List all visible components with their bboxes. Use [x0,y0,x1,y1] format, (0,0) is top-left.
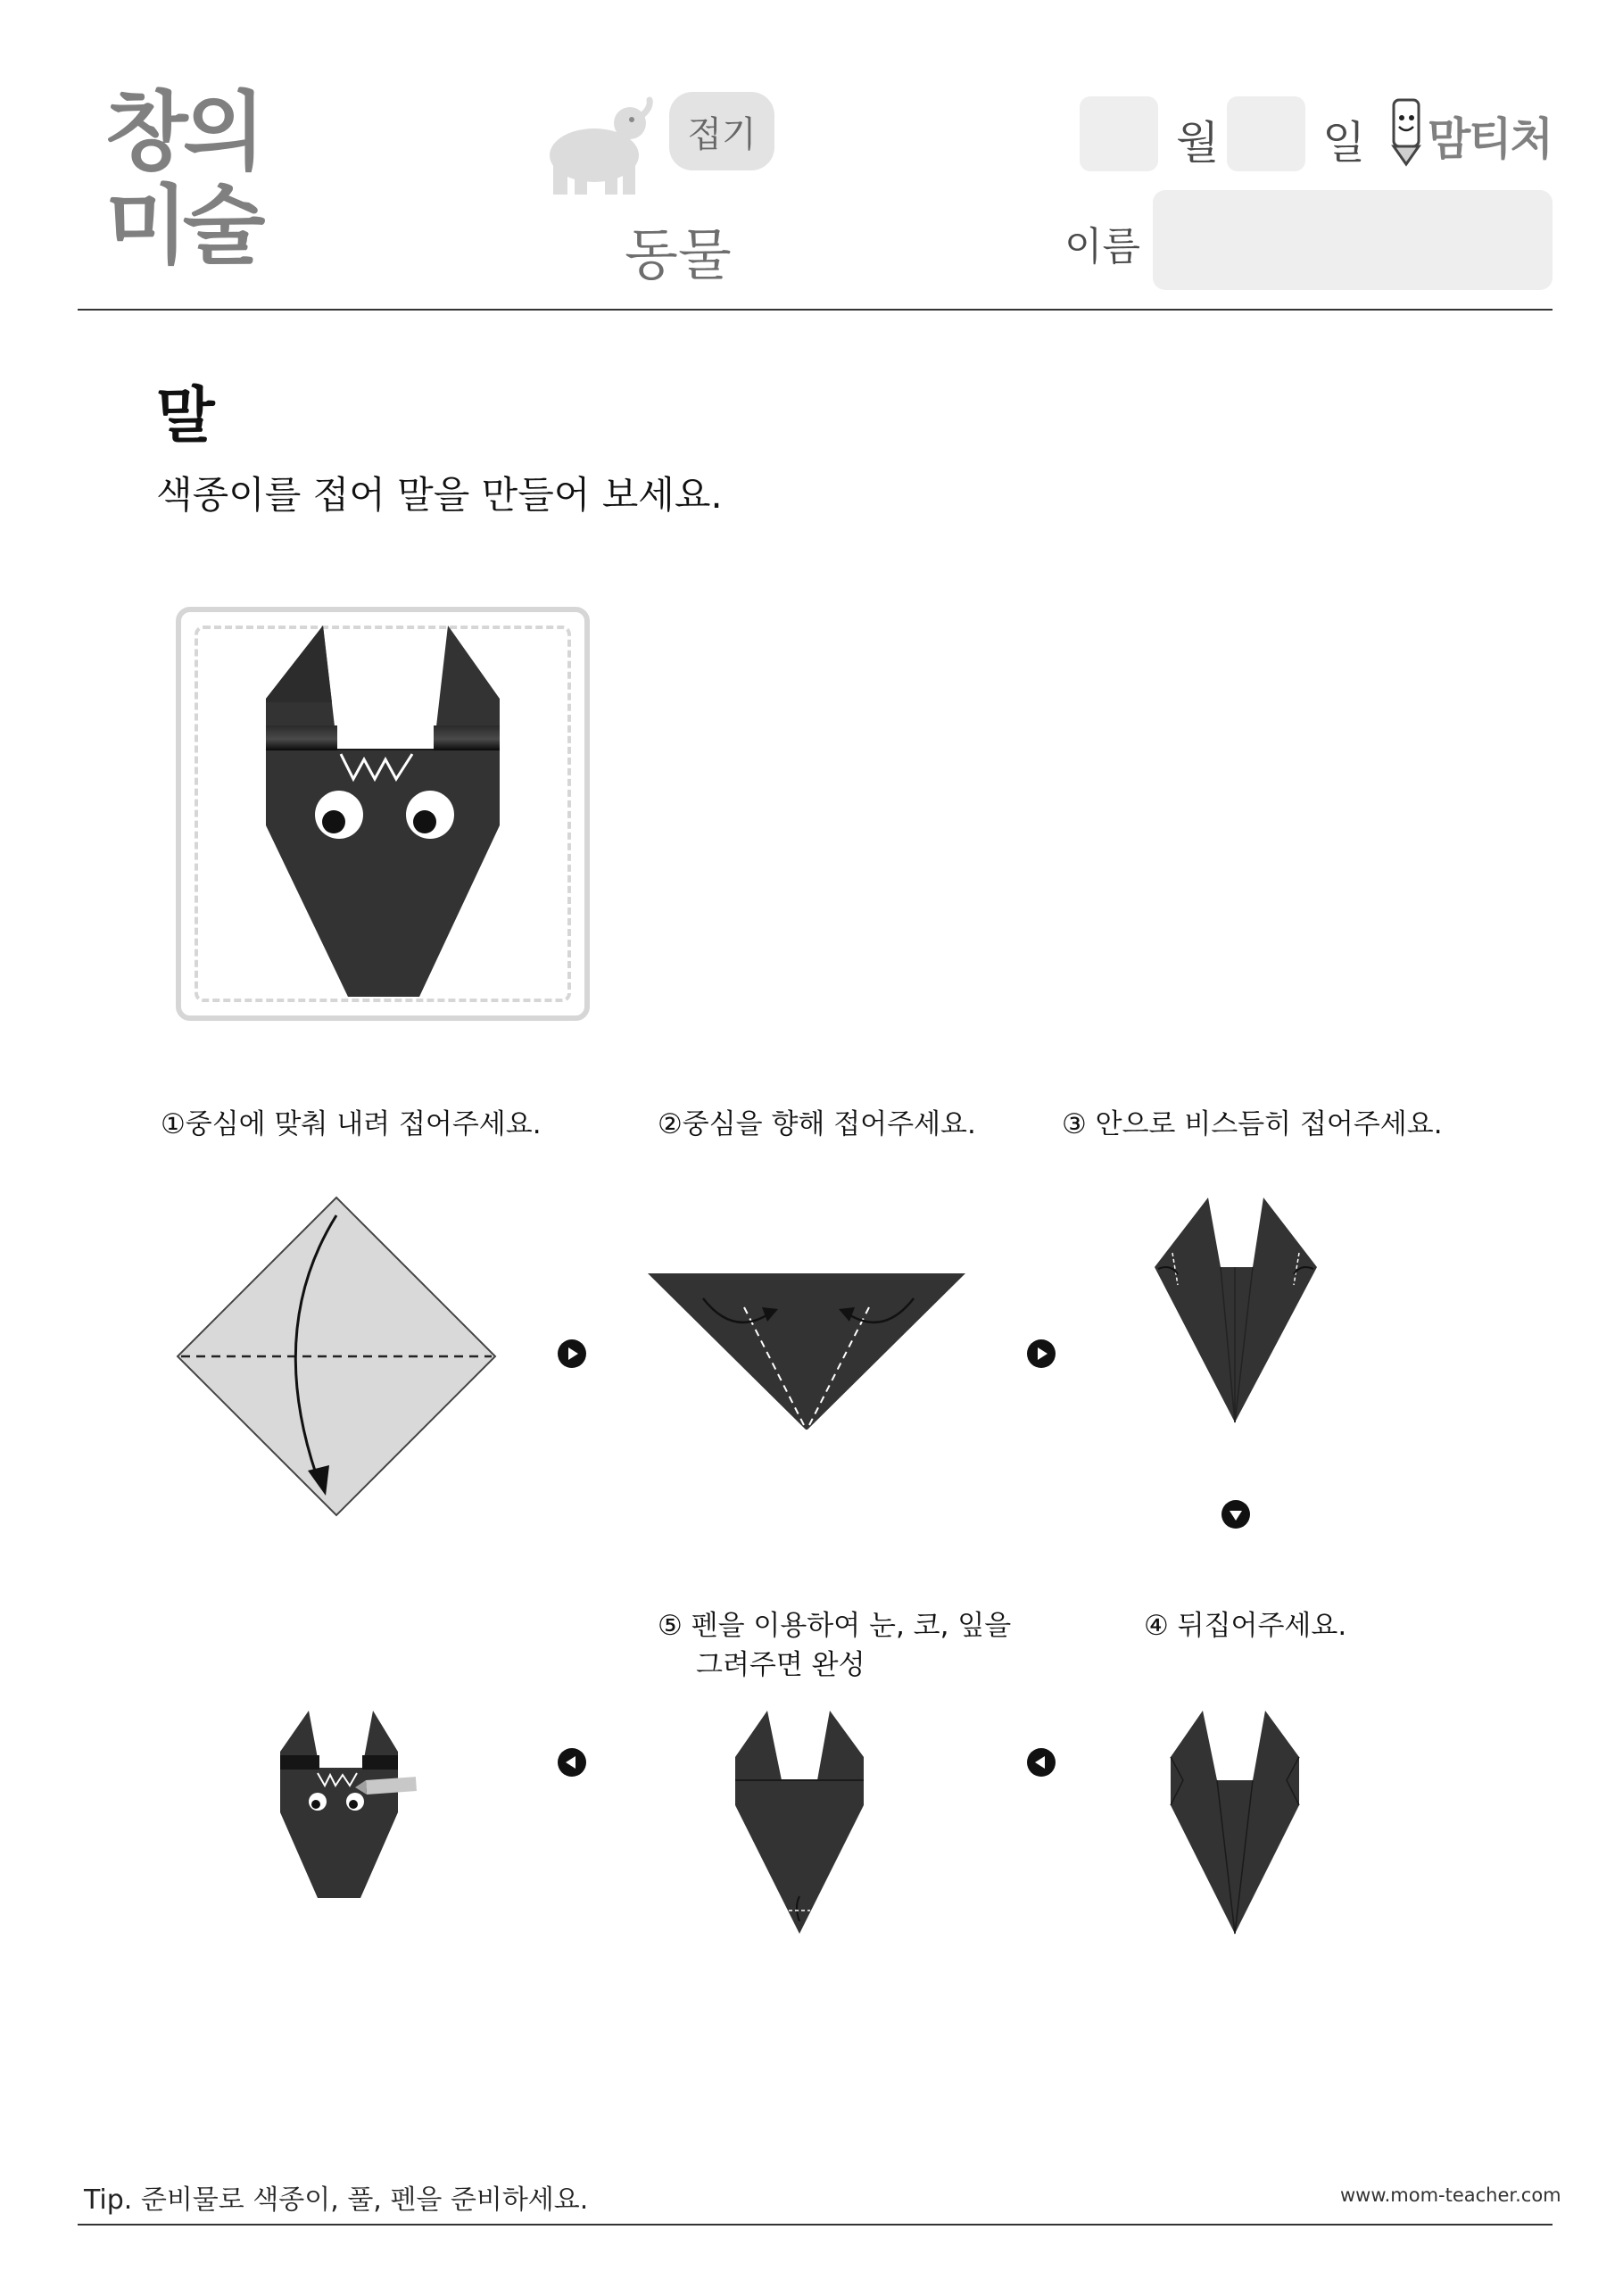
tip-text: Tip. 준비물로 색종이, 풀, 펜을 준비하세요. [84,2184,589,2216]
footer-divider [78,2224,1553,2226]
name-input[interactable] [1153,190,1553,290]
day-label: 일 [1322,117,1366,169]
category-label: 동물 [625,222,732,287]
arrow-down-icon [1221,1499,1251,1529]
arrow-left-icon [1026,1747,1056,1778]
day-input[interactable] [1227,96,1305,171]
elephant-icon [546,105,653,198]
step-3-label: ③ 안으로 비스듬히 접어주세요. [1062,1108,1443,1140]
month-input[interactable] [1080,96,1158,171]
website-link[interactable]: www.mom-teacher.com [1340,2184,1561,2206]
step-3-diagram [1153,1196,1319,1424]
step-2-diagram [648,1272,965,1432]
step-1-diagram [176,1196,497,1517]
header-divider [78,309,1553,311]
arrow-right-icon [1026,1339,1056,1369]
page-subtitle: 색종이를 접어 말을 만들어 보세요. [156,473,723,517]
brand-logo: 맘티처 [1428,113,1552,165]
step-5-label: ⑤ 펜을 이용하여 눈, 코, 잎을 [658,1610,1012,1642]
logo-line-2: 미술 [105,176,261,276]
finished-horse-sample [259,620,509,1004]
logo-line-1: 창의 [105,82,261,182]
page-title: 말 [156,381,215,452]
step-1-label: ①중심에 맞춰 내려 접어주세요. [161,1108,542,1140]
step-5-diagram [735,1709,864,1934]
step-2-label: ②중심을 향해 접어주세요. [658,1108,976,1140]
pencil-mascot-icon [1387,96,1428,166]
name-label: 이름 [1064,224,1141,269]
step-4-label: ④ 뒤집어주세요. [1144,1610,1347,1642]
final-horse-diagram [278,1709,421,1905]
arrow-left-icon [557,1747,587,1778]
category-badge: 접기 [669,92,774,170]
step-5-label-line2: 그려주면 완성 [696,1649,865,1681]
step-4-diagram [1171,1709,1299,1934]
arrow-right-icon [557,1339,587,1369]
month-label: 월 [1176,117,1220,169]
